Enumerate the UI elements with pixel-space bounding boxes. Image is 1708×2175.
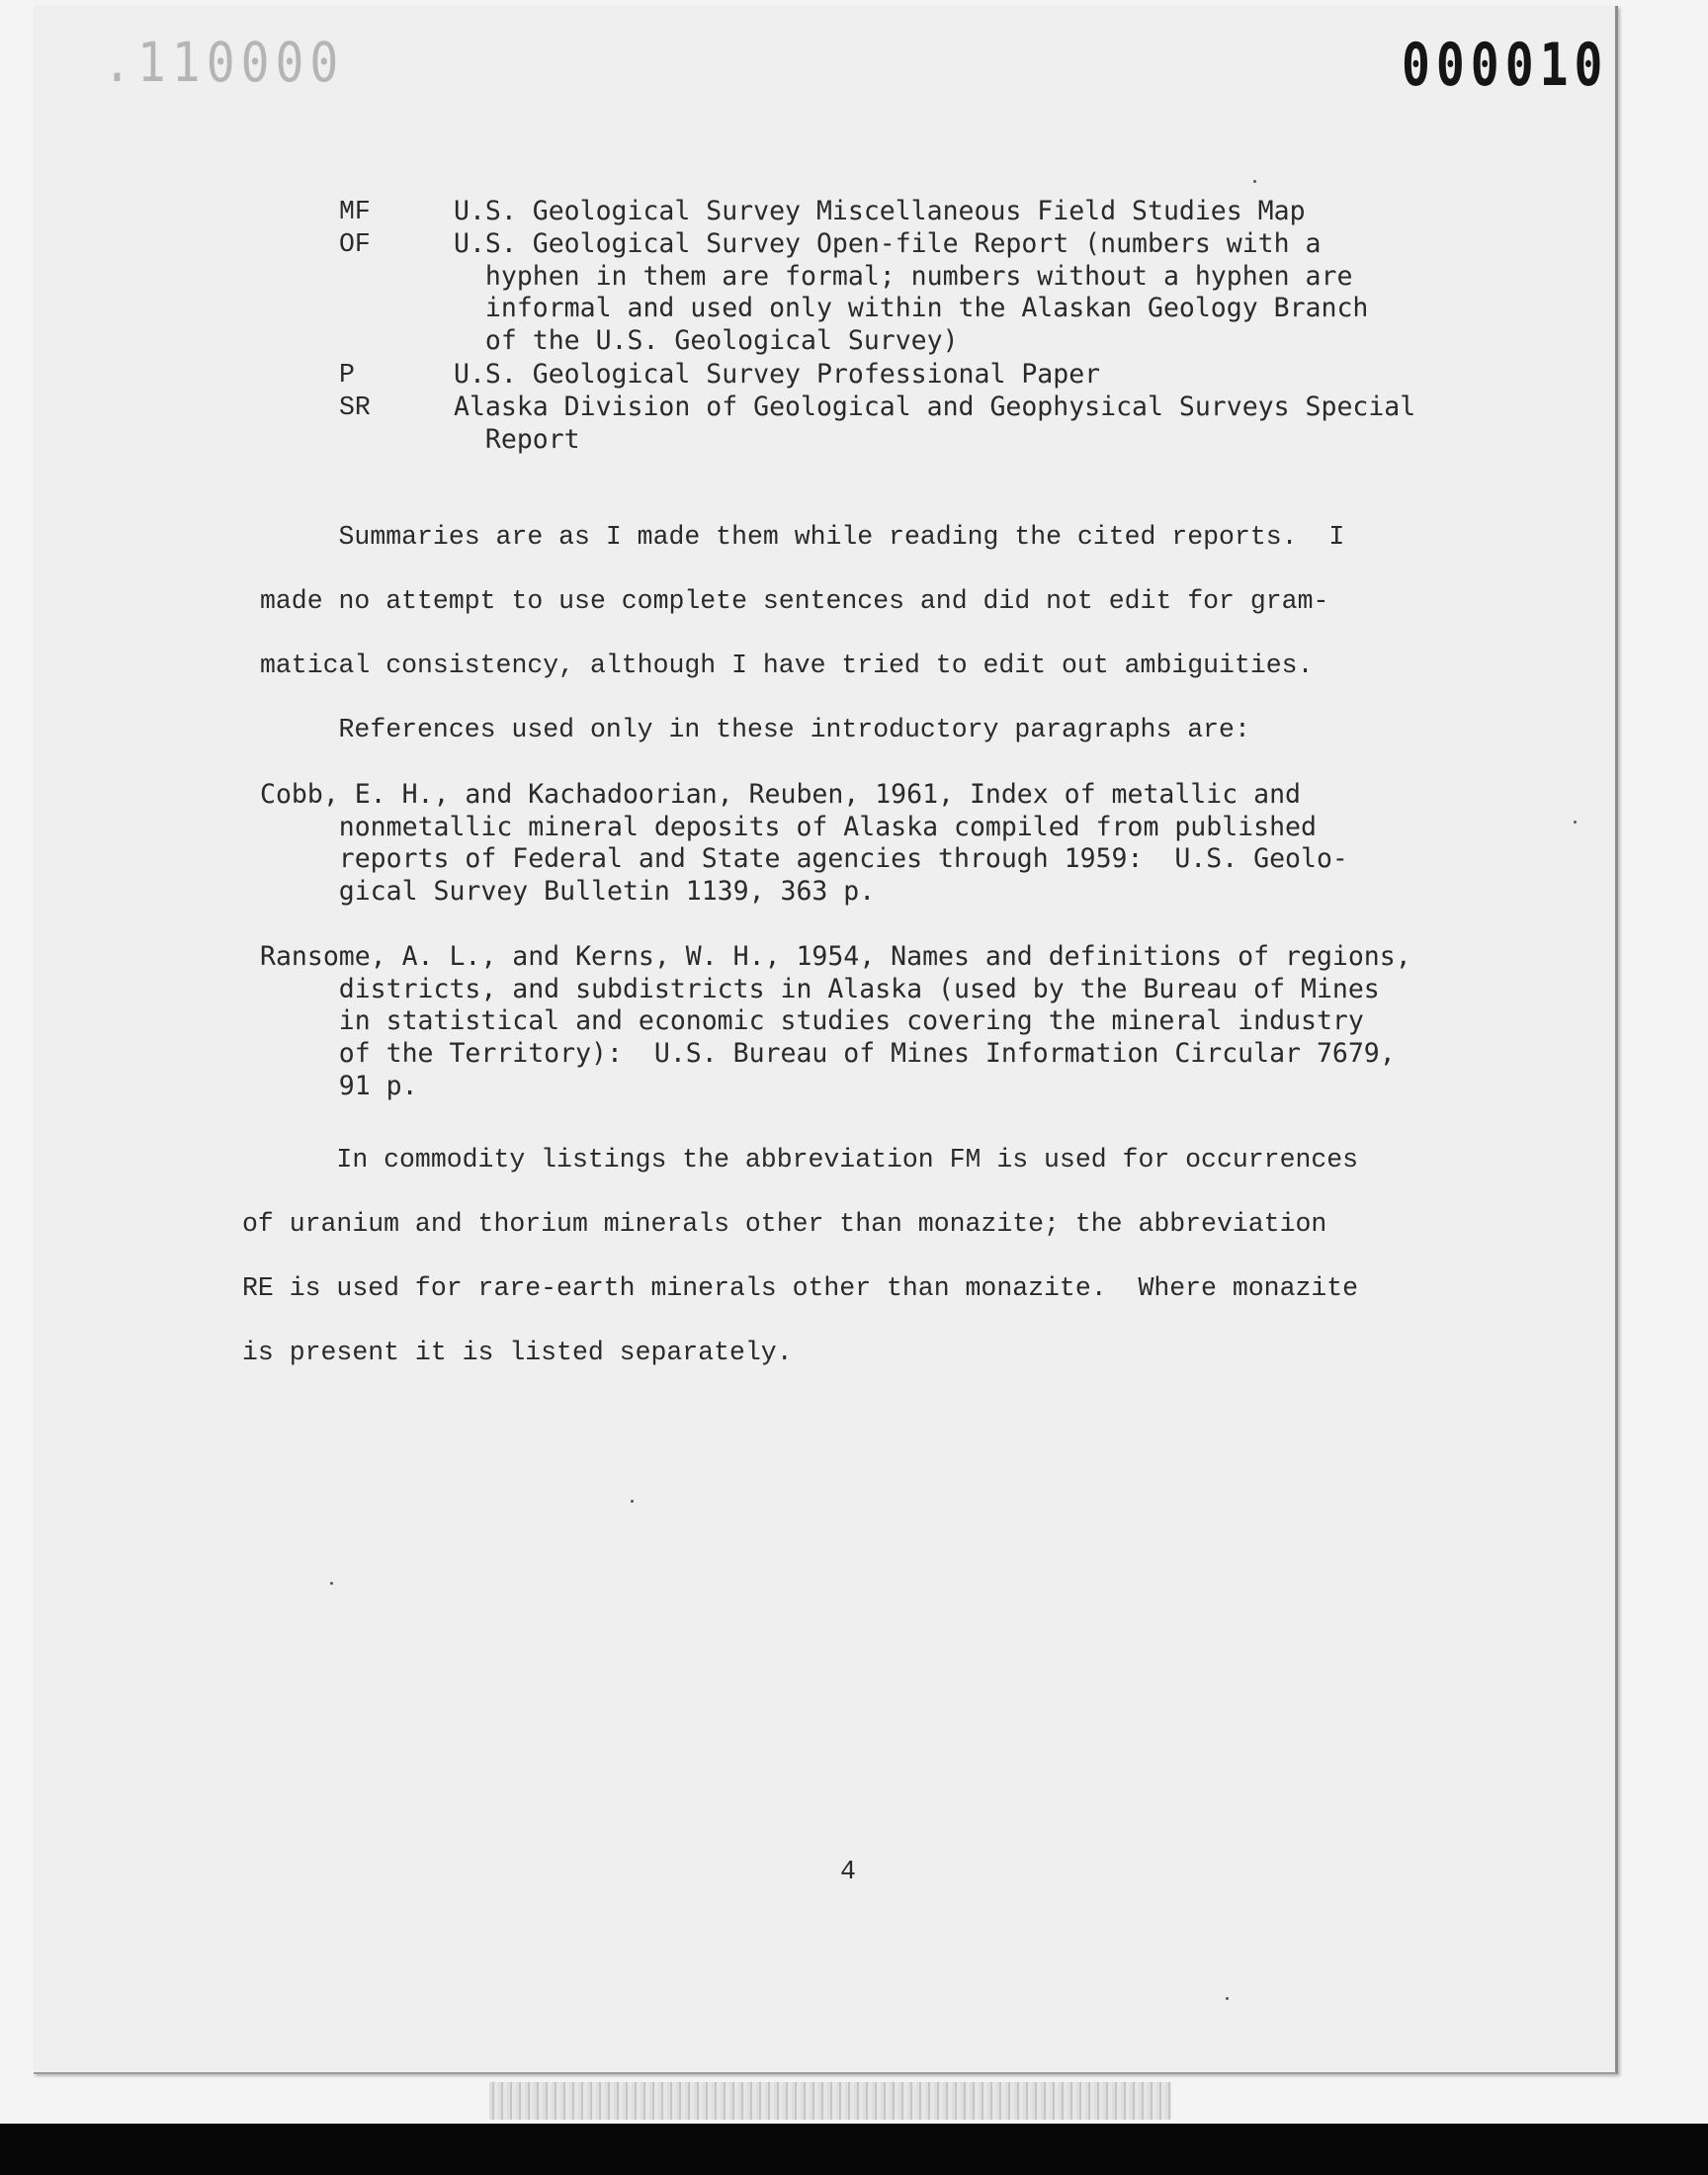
paragraph-line: RE is used for rare-earth minerals other than monazite. Where monazite [242, 1273, 1359, 1303]
paragraph-line: made no attempt to use complete sentences and did not edit for gram- [260, 586, 1329, 616]
abbreviation-description: U.S. Geological Survey Open-file Report (numbers with a hyphen in them are formal; numbers without a hyphen are informal and used only within the Alaskan Geology Branch of the U.S. Geological Survey) [454, 228, 1369, 357]
scan-speck [330, 1582, 333, 1585]
scan-speck [1226, 1997, 1229, 2000]
paragraph-line: In commodity listings the abbreviation FM is used for occurrences [242, 1145, 1359, 1174]
abbreviation-description: U.S. Geological Survey Professional Paper [454, 359, 1101, 390]
paragraph-line: matical consistency, although I have tried to edit out ambiguities. [260, 651, 1314, 680]
paragraph-line: of uranium and thorium minerals other than monazite; the abbreviation [242, 1209, 1327, 1239]
paragraph-line: is present it is listed separately. [242, 1338, 793, 1367]
scan-speck [1253, 180, 1256, 183]
faded-page-stamp: .110000 [103, 31, 345, 95]
abbreviation-code: OF [339, 229, 371, 259]
abbreviation-code: MF [339, 197, 371, 226]
reference-entry: Ransome, A. L., and Kerns, W. H., 1954, Names and definitions of regions, districts, and subdistricts in Alaska (used by the Bureau of Mines in statistical and economic studies covering the mineral industry of the Territory): U.S. Bureau of Mines Information Circular 7679, 91 p. [260, 941, 1411, 1101]
scan-speck [1574, 821, 1577, 824]
references-intro: References used only in these introductory paragraphs are: [260, 715, 1250, 744]
abbreviation-code: P [339, 360, 355, 390]
paragraph-line: Summaries are as I made them while reading the cited reports. I [260, 522, 1345, 552]
scan-artifact-strip [489, 2082, 1171, 2120]
scanner-bottom-band [0, 2124, 1708, 2175]
abbreviation-description: Alaska Division of Geological and Geophysical Surveys Special Report [454, 392, 1416, 455]
abbreviation-description: U.S. Geological Survey Miscellaneous Field Studies Map [454, 196, 1306, 226]
reference-entry: Cobb, E. H., and Kachadoorian, Reuben, 1961, Index of metallic and nonmetallic mineral deposits of Alaska compiled from published reports of Federal and State agencies through 1959: U.S. Geolo- gical Survey Bulletin 1139, 363 p. [260, 779, 1348, 908]
abbreviation-code: SR [339, 392, 371, 422]
scan-speck [631, 1500, 634, 1503]
page-stamp: 000010 [1402, 31, 1609, 100]
page-number: 4 [840, 1857, 856, 1886]
